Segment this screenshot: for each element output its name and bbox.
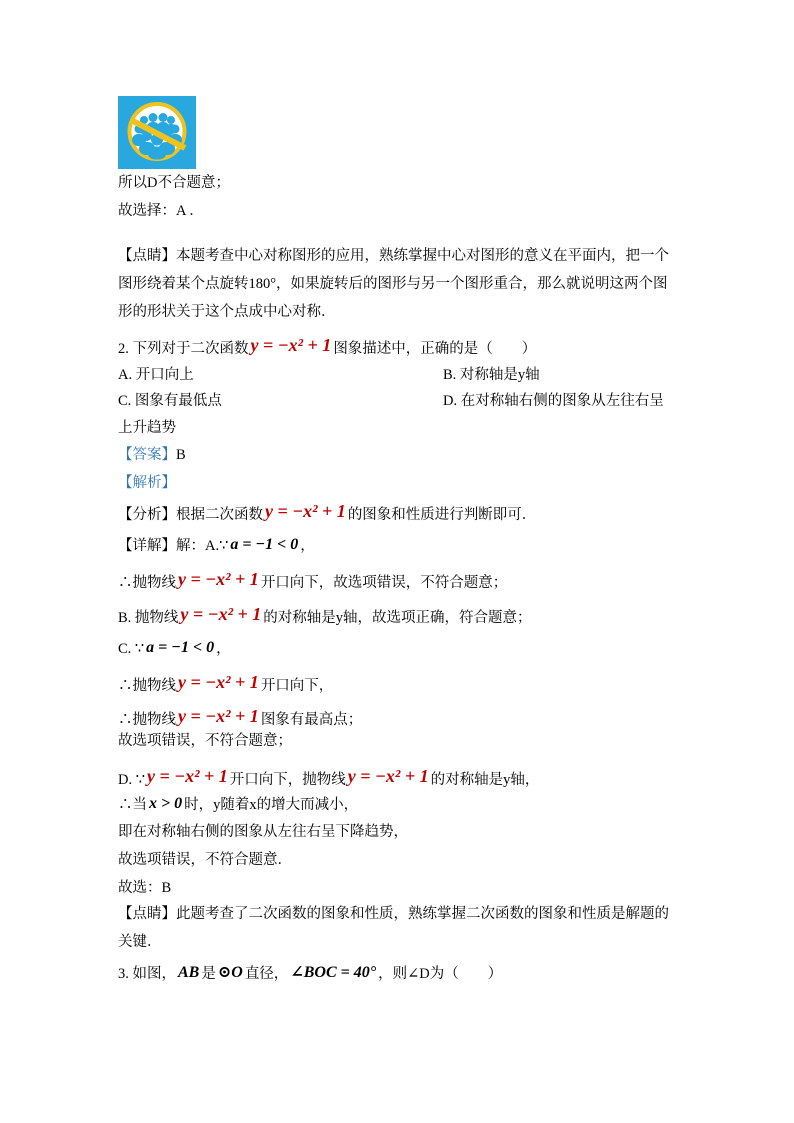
step-b-line: [118, 604, 680, 626]
formula-parabola: y = −x² + 1: [146, 766, 228, 786]
no-gathering-icon: [118, 96, 196, 169]
step-d-line: [118, 766, 680, 788]
fenxi-suffix: 的图象和性质进行判断即可．: [347, 507, 537, 523]
text-run: 开口向下，故选项错误，不符合题意；: [260, 575, 508, 591]
option-a: A. 开口向上: [118, 367, 194, 383]
option-c: C. 图象有最低点: [118, 393, 222, 409]
text-run: 【点睛】此题考查了二次函数的图象和性质，熟练掌握二次函数的图象和性质是解题的关键．: [118, 906, 669, 950]
formula-a-negative: a = −1 < 0: [146, 639, 215, 656]
conclusion-line: [118, 880, 680, 896]
text-run: 故选：B: [118, 880, 172, 896]
question-3-prefix: 3. 如图，: [118, 966, 176, 982]
note-paragraph-q1: [118, 242, 680, 326]
comma: ，: [300, 538, 315, 554]
step-c-line: [118, 641, 680, 657]
text-run: D. ∵: [118, 772, 145, 788]
text-run: 上升趋势: [118, 420, 176, 436]
text-run: 【点睛】本题考查中心对称图形的应用，熟练掌握中心对图形的意义在平面内，把一个图形绕着某个点旋转180°，如果旋转后的图形与另一个图形重合，那么就说明这两个图形的形状关于这个点成中心对称．: [118, 248, 669, 320]
text-run: B. 抛物线: [118, 610, 179, 626]
answer-label: 【答案】: [118, 447, 176, 463]
text-run: 故选项错误，不符合题意；: [118, 733, 292, 749]
fenxi-prefix: 【分析】根据二次函数: [118, 507, 263, 523]
question-2-prefix: 2. 下列对于二次函数: [118, 341, 249, 357]
formula-x-positive: x > 0: [149, 795, 183, 812]
step-d3-line: [118, 824, 680, 840]
question-3: [118, 966, 680, 982]
formula-angle-boc: ∠BOC = 40°: [290, 964, 377, 981]
option-b: B. 对称轴是y轴: [443, 367, 540, 383]
text-run: C. ∵: [118, 641, 145, 657]
text-run: ∴抛物线: [118, 712, 176, 728]
text-run: 时，y随着x的增大而减小，: [184, 797, 359, 813]
question-3-suffix: ，则∠D为（ ）: [378, 966, 503, 982]
jiexi-label: 【解析】: [118, 475, 176, 491]
step-d2-line: [118, 797, 680, 813]
formula-ab: AB: [178, 964, 200, 981]
step-d4-line: [118, 852, 680, 868]
question-2: [118, 335, 680, 357]
xiangjie-line: [118, 538, 680, 554]
formula-parabola: y = −x² + 1: [265, 501, 346, 521]
text-run: ∴抛物线: [118, 678, 176, 694]
text-run: 是: [201, 966, 216, 982]
formula-parabola: y = −x² + 1: [250, 335, 332, 355]
option-d: D. 在对称轴右侧的图象从左往右呈: [443, 393, 664, 409]
formula-parabola: y = −x² + 1: [178, 706, 259, 726]
formula-parabola: y = −x² + 1: [347, 766, 429, 786]
jiexi-line: [118, 475, 680, 491]
text-run: 故选项错误，不符合题意．: [118, 852, 292, 868]
text-run: ∴当: [118, 797, 147, 813]
formula-a-negative: a = −1 < 0: [230, 536, 299, 553]
text-run: 开口向下，抛物线: [229, 772, 346, 788]
text-run: 的对称轴是y轴，: [430, 772, 540, 788]
note-paragraph-q2: [118, 900, 680, 956]
formula-parabola: y = −x² + 1: [180, 604, 262, 624]
step-c4-line: [118, 733, 680, 749]
text-run: 的对称轴是y轴，故选项正确，符合题意；: [263, 610, 532, 626]
xiangjie-prefix: 【详解】解：A.∵: [118, 538, 229, 554]
formula-parabola: y = −x² + 1: [178, 569, 259, 589]
step-a-line: [118, 569, 680, 591]
formula-parabola: y = −x² + 1: [178, 672, 259, 692]
text-run: 直径，: [244, 966, 289, 982]
text-run: 故选择：A ．: [118, 203, 204, 219]
comma: ，: [216, 641, 231, 657]
text-run: 图象有最高点；: [260, 712, 363, 728]
question-2-suffix: 图象描述中，正确的是（ ）: [333, 341, 537, 357]
text-run: 即在对称轴右侧的图象从左往右呈下降趋势，: [118, 824, 408, 840]
text-run: 所以D不合题意；: [118, 175, 230, 191]
answer-value: B: [176, 447, 186, 463]
line-choose-a: [118, 203, 680, 219]
text-run: ∴抛物线: [118, 575, 176, 591]
text-run: 开口向下，: [260, 678, 334, 694]
answer-line: [118, 447, 680, 463]
fenxi-line: [118, 501, 680, 523]
no-gathering-image: [118, 96, 196, 169]
formula-circle-o: ⊙O: [217, 964, 243, 981]
option-d-continuation: [118, 420, 680, 436]
step-c3-line: [118, 706, 680, 728]
step-c2-line: [118, 672, 680, 694]
line-so-d: [118, 175, 680, 191]
